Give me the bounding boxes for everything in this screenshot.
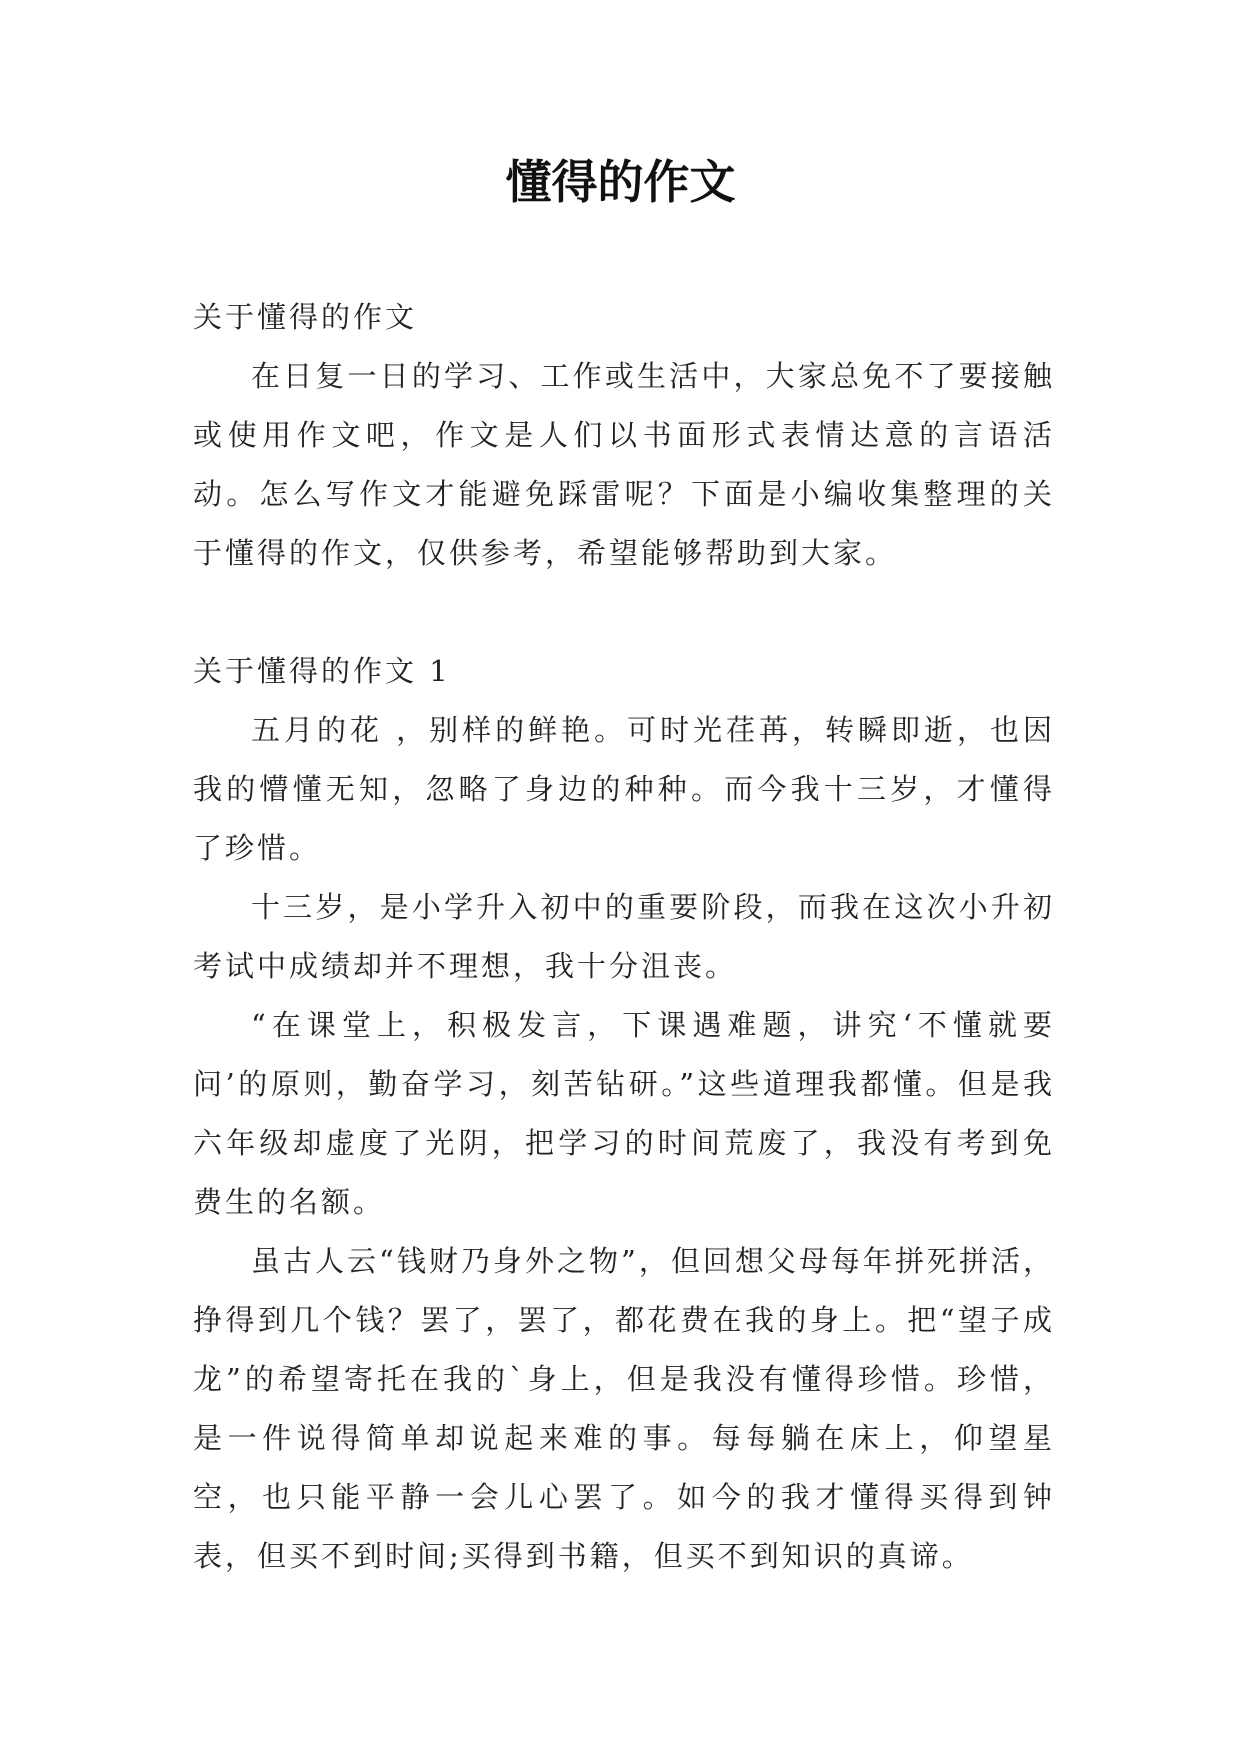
body-paragraph-3: “在课堂上，积极发言，下课遇难题，讲究‘不懂就要问’的原则，勤奋学习，刻苦钻研。”这些道理我都懂。但是我六年级却虚度了光阴，把学习的时间荒废了，我没有考到免费生的名额。	[193, 1008, 1055, 1219]
section-heading: 关于懂得的作文 1	[193, 654, 451, 688]
paragraph-spacer	[193, 583, 1055, 642]
body-paragraph-4: 虽古人云“钱财乃身外之物”，但回想父母每年拼死拼活，挣得到几个钱？罢了，罢了，都花费在我的身上。把“望子成龙”的希望寄托在我的`身上，但是我没有懂得珍惜。珍惜，是一件说得简单却说起来难的事。每每躺在床上，仰望星空，也只能平静一会儿心罢了。如今的我才懂得买得到钟表，但买不到时间;买得到书籍，但买不到知识的真谛。	[193, 1244, 1055, 1573]
body-paragraph-2: 十三岁，是小学升入初中的重要阶段，而我在这次小升初考试中成绩却并不理想，我十分沮丧。	[193, 890, 1055, 983]
document-body	[193, 288, 1055, 1586]
intro-heading: 关于懂得的作文	[193, 300, 418, 334]
intro-paragraph: 在日复一日的学习、工作或生活中，大家总免不了要接触或使用作文吧，作文是人们以书面形式表情达意的言语活动。怎么写作文才能避免踩雷呢？下面是小编收集整理的关于懂得的作文，仅供参考，希望能够帮助到大家。	[193, 359, 1055, 570]
document-title: 懂得的作文	[505, 155, 736, 209]
body-paragraph-1: 五月的花 ，别样的鲜艳。可时光荏苒，转瞬即逝，也因我的懵懂无知，忽略了身边的种种。而今我十三岁，才懂得了珍惜。	[193, 713, 1055, 865]
